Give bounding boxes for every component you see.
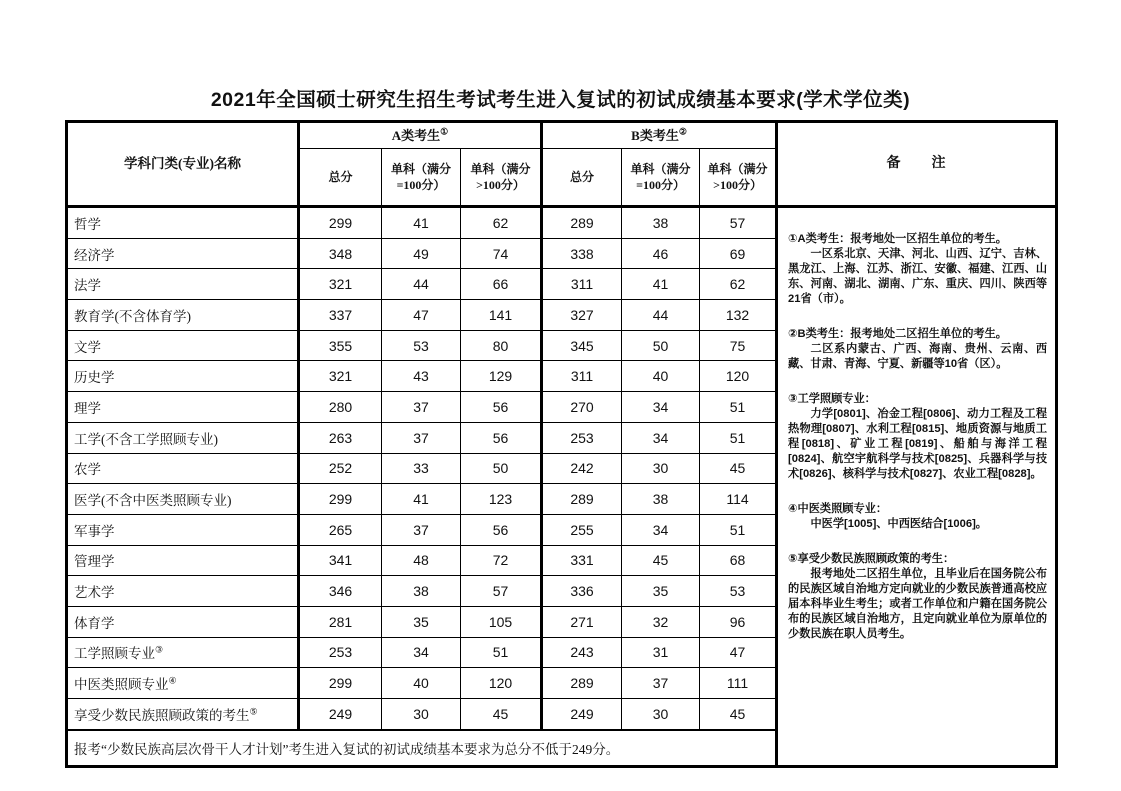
score-cell: 44: [382, 269, 461, 300]
score-cell: 38: [622, 484, 700, 515]
score-cell: 355: [299, 330, 382, 361]
score-cell: 50: [461, 453, 542, 484]
score-cell: 49: [382, 238, 461, 269]
score-cell: 299: [299, 484, 382, 515]
subject-name-cell: 理学: [67, 392, 299, 423]
score-cell: 111: [700, 668, 777, 699]
score-cell: 289: [542, 484, 622, 515]
score-cell: 252: [299, 453, 382, 484]
score-cell: 45: [700, 699, 777, 730]
score-cell: 341: [299, 545, 382, 576]
col-header-single-over100-b: 单科（满分>100分）: [700, 149, 777, 207]
score-cell: 337: [299, 300, 382, 331]
score-cell: 51: [700, 392, 777, 423]
subject-name-cell: 工学照顾专业③: [67, 637, 299, 668]
score-cell: 62: [700, 269, 777, 300]
score-cell: 50: [622, 330, 700, 361]
remarks-column-header: 备 注: [777, 122, 1057, 207]
score-cell: 123: [461, 484, 542, 515]
score-cell: 75: [700, 330, 777, 361]
score-cell: 80: [461, 330, 542, 361]
score-cell: 34: [382, 637, 461, 668]
subject-name-cell: 中医类照顾专业④: [67, 668, 299, 699]
score-cell: 37: [382, 514, 461, 545]
score-cell: 114: [700, 484, 777, 515]
col-header-single100-b: 单科（满分=100分）: [622, 149, 700, 207]
score-cell: 249: [299, 699, 382, 730]
subject-column-header: 学科门类(专业)名称: [67, 122, 299, 207]
score-cell: 56: [461, 422, 542, 453]
score-cell: 311: [542, 361, 622, 392]
score-cell: 66: [461, 269, 542, 300]
score-cell: 34: [622, 392, 700, 423]
remarks-cell: [777, 207, 1057, 767]
score-cell: 56: [461, 392, 542, 423]
score-cell: 38: [382, 576, 461, 607]
score-cell: 348: [299, 238, 382, 269]
score-cell: 37: [382, 392, 461, 423]
score-cell: 53: [700, 576, 777, 607]
col-header-single-over100-a: 单科（满分>100分）: [461, 149, 542, 207]
remark-paragraph: 报考地处二区招生单位，且毕业后在国务院公布的民族区域自治地方定向就业的少数民族普通高校应届本科毕业生考生；或者工作单位和户籍在国务院公布的民族区域自治地方，且定向就业单位为原单位的少数民族在职人员考生。: [788, 568, 1048, 640]
score-cell: 346: [299, 576, 382, 607]
footnote-ref: ④: [168, 675, 177, 686]
subject-name-cell: 历史学: [67, 361, 299, 392]
score-cell: 57: [461, 576, 542, 607]
score-cell: 289: [542, 668, 622, 699]
col-header-total-b: 总分: [542, 149, 622, 207]
score-cell: 253: [299, 637, 382, 668]
score-cell: 46: [622, 238, 700, 269]
remark-paragraph: ①A类考生：报考地处一区招生单位的考生。: [788, 233, 1007, 245]
remark-paragraph: ⑤享受少数民族照顾政策的考生：: [788, 553, 955, 565]
footnote-ref: ③: [155, 644, 164, 655]
score-cell: 34: [622, 514, 700, 545]
score-cell: 32: [622, 606, 700, 637]
score-cell: 35: [622, 576, 700, 607]
score-cell: 62: [461, 207, 542, 239]
score-cell: 299: [299, 668, 382, 699]
score-cell: 47: [700, 637, 777, 668]
score-cell: 270: [542, 392, 622, 423]
score-cell: 331: [542, 545, 622, 576]
score-cell: 321: [299, 269, 382, 300]
remark-paragraph: 力学[0801]、冶金工程[0806]、动力工程及工程热物理[0807]、水利工程[0815]、地质资源与地质工程[0818]、矿业工程[0819]、船舶与海洋工程[0824]、航空宇航科学与技术[0825]、兵器科学与技术[0826]、核科学与技术[0827]、农业工程[0828]。: [788, 408, 1048, 480]
remark-paragraph: 中医学[1005]、中西医结合[1006]。: [810, 518, 987, 530]
subject-name-cell: 文学: [67, 330, 299, 361]
score-cell: 30: [622, 699, 700, 730]
score-cell: 31: [622, 637, 700, 668]
score-cell: 47: [382, 300, 461, 331]
score-cell: 105: [461, 606, 542, 637]
score-cell: 37: [382, 422, 461, 453]
score-cell: 255: [542, 514, 622, 545]
remark-paragraph: 一区系北京、天津、河北、山西、辽宁、吉林、黑龙江、上海、江苏、浙江、安徽、福建、江西、山东、河南、湖北、湖南、广东、重庆、四川、陕西等21省（市）。: [788, 248, 1048, 305]
score-cell: 40: [622, 361, 700, 392]
score-cell: 30: [382, 699, 461, 730]
subject-name-cell: 管理学: [67, 545, 299, 576]
score-cell: 280: [299, 392, 382, 423]
page-title: 2021年全国硕士研究生招生考试考生进入复试的初试成绩基本要求(学术学位类): [210, 89, 911, 111]
score-cell: 57: [700, 207, 777, 239]
subject-name-cell: 经济学: [67, 238, 299, 269]
score-cell: 141: [461, 300, 542, 331]
remark-paragraph: ②B类考生：报考地处二区招生单位的考生。: [788, 328, 1007, 340]
table-body: [67, 207, 1057, 767]
remark-paragraph: ③工学照顾专业：: [788, 393, 876, 405]
score-cell: 253: [542, 422, 622, 453]
score-cell: 41: [382, 207, 461, 239]
score-cell: 53: [382, 330, 461, 361]
col-header-single100-a: 单科（满分=100分）: [382, 149, 461, 207]
subject-name-cell: 工学(不含工学照顾专业): [67, 422, 299, 453]
score-cell: 38: [622, 207, 700, 239]
score-cell: 129: [461, 361, 542, 392]
score-cell: 51: [461, 637, 542, 668]
score-cell: 51: [700, 514, 777, 545]
remark-paragraph: ④中医类照顾专业：: [788, 503, 888, 515]
score-cell: 41: [622, 269, 700, 300]
score-cell: 44: [622, 300, 700, 331]
col-header-total-a: 总分: [299, 149, 382, 207]
score-cell: 289: [542, 207, 622, 239]
group-b-header: [542, 122, 777, 149]
subject-name-cell: 艺术学: [67, 576, 299, 607]
score-cell: 336: [542, 576, 622, 607]
group-header-row: [67, 122, 1057, 149]
score-cell: 132: [700, 300, 777, 331]
score-cell: 265: [299, 514, 382, 545]
score-cell: 263: [299, 422, 382, 453]
score-cell: 120: [461, 668, 542, 699]
subject-name-cell: 农学: [67, 453, 299, 484]
score-cell: 249: [542, 699, 622, 730]
subject-name-cell: 医学(不含中医类照顾专业): [67, 484, 299, 515]
score-cell: 271: [542, 606, 622, 637]
score-cell: 72: [461, 545, 542, 576]
score-cell: 345: [542, 330, 622, 361]
group-b-label: B类考生: [631, 127, 679, 143]
score-cell: 45: [461, 699, 542, 730]
footnote-ref: ⑤: [249, 706, 258, 717]
score-cell: 311: [542, 269, 622, 300]
subject-name-cell: 体育学: [67, 606, 299, 637]
score-cell: 243: [542, 637, 622, 668]
score-cell: 281: [299, 606, 382, 637]
score-cell: 45: [700, 453, 777, 484]
score-cell: 96: [700, 606, 777, 637]
score-cell: 51: [700, 422, 777, 453]
footnote-ref-1: ①: [440, 126, 449, 137]
subject-name-cell: 享受少数民族照顾政策的考生⑤: [67, 699, 299, 730]
score-requirements-table: [65, 120, 1058, 768]
score-cell: 43: [382, 361, 461, 392]
score-cell: 68: [700, 545, 777, 576]
group-a-label: A类考生: [391, 127, 441, 143]
table-row: [67, 207, 1057, 239]
score-cell: 41: [382, 484, 461, 515]
table-header: [67, 122, 1057, 207]
score-cell: 321: [299, 361, 382, 392]
score-cell: 69: [700, 238, 777, 269]
score-cell: 242: [542, 453, 622, 484]
score-cell: 56: [461, 514, 542, 545]
score-cell: 299: [299, 207, 382, 239]
footer-note: 报考“少数民族高层次骨干人才计划”考生进入复试的初试成绩基本要求为总分不低于249分。: [67, 730, 777, 767]
score-cell: 120: [700, 361, 777, 392]
score-cell: 37: [622, 668, 700, 699]
score-cell: 35: [382, 606, 461, 637]
group-a-header: [299, 122, 542, 149]
score-cell: 74: [461, 238, 542, 269]
score-cell: 327: [542, 300, 622, 331]
score-cell: 34: [622, 422, 700, 453]
score-cell: 40: [382, 668, 461, 699]
score-cell: 30: [622, 453, 700, 484]
score-cell: 338: [542, 238, 622, 269]
score-cell: 48: [382, 545, 461, 576]
subject-name-cell: 教育学(不含体育学): [67, 300, 299, 331]
score-cell: 45: [622, 545, 700, 576]
remark-paragraph: 二区系内蒙古、广西、海南、贵州、云南、西藏、甘肃、青海、宁夏、新疆等10省（区）。: [788, 343, 1048, 370]
subject-name-cell: 法学: [67, 269, 299, 300]
subject-name-cell: 哲学: [67, 207, 299, 239]
score-cell: 33: [382, 453, 461, 484]
footnote-ref-2: ②: [678, 126, 687, 137]
subject-name-cell: 军事学: [67, 514, 299, 545]
